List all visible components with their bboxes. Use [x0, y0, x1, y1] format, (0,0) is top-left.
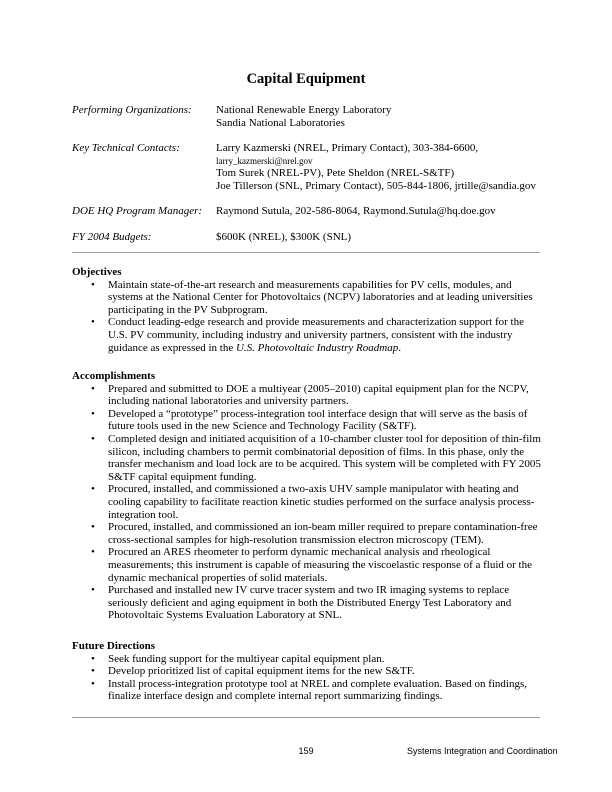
list-item	[72, 653, 542, 666]
bullet-icon: •	[91, 407, 95, 420]
item-text: Procured, installed, and commissioned an ion-beam miller required to prepare contamination-free cross-sectional samples for high-resolution transmission electron microscopy (TEM).	[108, 521, 538, 546]
manager-label: DOE HQ Program Manager:	[72, 205, 203, 217]
list-item	[72, 584, 542, 622]
divider	[72, 717, 540, 718]
item-text-end: .	[398, 341, 401, 354]
item-text: Procured an ARES rheometer to perform dynamic mechanical analysis and rheological measurements; this instrument is capable of measuring the viscoelastic response of a fluid or the dynamic mechanical properties of solid materials.	[108, 546, 532, 584]
bullet-icon: •	[91, 382, 95, 395]
manager: Raymond Sutula, 202-586-8064, Raymond.Sutula@hq.doe.gov	[216, 205, 496, 217]
contact-1: Larry Kazmerski (NREL, Primary Contact), 303-384-6600,	[216, 142, 479, 154]
item-text: Seek funding support for the multiyear capital equipment plan.	[108, 652, 385, 665]
bullet-icon: •	[91, 584, 95, 597]
future-heading: Future Directions	[72, 640, 155, 652]
footer-section-title: Systems Integration and Coordination	[407, 746, 558, 756]
budget-label: FY 2004 Budgets:	[72, 231, 152, 243]
bullet-icon: •	[91, 432, 95, 445]
contact-1-email: larry_kazmerski@nrel.gov	[216, 156, 313, 166]
list-item	[72, 483, 542, 521]
bullet-icon: •	[91, 546, 95, 559]
contact-3: Joe Tillerson (SNL, Primary Contact), 505-844-1806, jrtille@sandia.gov	[216, 180, 536, 192]
bullet-icon: •	[91, 652, 95, 665]
item-text: Install process-integration prototype tool at NREL and complete evaluation. Based on findings, finalize interface design and complete internal report summarizing findings.	[108, 677, 528, 703]
list-item	[72, 383, 542, 408]
list-item	[72, 433, 542, 483]
item-text: Develop prioritized list of capital equipment items for the new S&TF.	[108, 665, 415, 678]
item-text: Conduct leading-edge research and provide measurements and characterization support for the U.S. PV community, including industry and university partners, consistent with the industry guidance as expressed in the	[108, 316, 524, 354]
accomplishments-heading: Accomplishments	[72, 370, 156, 382]
list-item	[72, 316, 542, 354]
list-item	[72, 521, 542, 546]
item-text: Purchased and installed new IV curve tracer system and two IR imaging systems to replace seriously deficient and aging equipment in both the Distributed Energy Test Laboratory and Photovoltaic Systems Evaluation Laboratory at SNL.	[108, 584, 512, 622]
budget: $600K (NREL), $300K (SNL)	[216, 231, 352, 243]
list-item	[72, 678, 542, 703]
list-item	[72, 665, 542, 678]
bullet-icon: •	[91, 677, 95, 690]
org-2: Sandia National Laboratories	[216, 117, 345, 129]
list-item	[72, 546, 542, 584]
list-item	[72, 408, 542, 433]
page-title: Capital Equipment	[246, 71, 366, 87]
objectives-section	[72, 266, 542, 354]
contacts-label: Key Technical Contacts:	[72, 142, 180, 154]
bullet-icon: •	[91, 278, 95, 291]
divider	[72, 252, 540, 253]
org-1: National Renewable Energy Laboratory	[216, 104, 392, 116]
item-text: Developed a “prototype” process-integration tool interface design that will serve as the basis of future tools used in the new Science and Technology Facility (S&TF).	[108, 407, 528, 433]
item-text: Prepared and submitted to DOE a multiyear (2005–2010) capital equipment plan for the NCPV, including national laboratories and university partners.	[108, 382, 529, 408]
bullet-icon: •	[91, 665, 95, 678]
orgs-label: Performing Organizations:	[72, 104, 192, 116]
bullet-icon: •	[91, 521, 95, 534]
roadmap-title: U.S. Photovoltaic Industry Roadmap	[235, 341, 399, 354]
future-section	[72, 640, 542, 703]
bullet-icon: •	[91, 316, 95, 329]
item-text: Maintain state-of-the-art research and measurements capabilities for PV cells, modules, and systems at the National Center for Photovoltaics (NCPV) laboratories and at leading universities participating in the PV Subprogram.	[108, 278, 533, 316]
list-item	[72, 279, 542, 317]
accomplishments-section	[72, 370, 542, 622]
bullet-icon: •	[91, 483, 95, 496]
objectives-heading: Objectives	[72, 266, 122, 278]
item-text: Procured, installed, and commissioned a two-axis UHV sample manipulator with heating and cooling capability to facilitate reaction kinetic studies performed on the surface analysis process-integration tool.	[108, 483, 535, 521]
item-text: Completed design and initiated acquisition of a 10-chamber cluster tool for deposition of thin-film silicon, including chambers to permit combinatorial deposition of films. In this phase, only the transfer mechanism and load lock are to be acquired. This system will be completed with FY 2005 S&TF capital equipment funding.	[108, 432, 541, 483]
contact-2: Tom Surek (NREL-PV), Pete Sheldon (NREL-S&TF)	[216, 167, 455, 179]
page-number: 159	[298, 746, 314, 756]
